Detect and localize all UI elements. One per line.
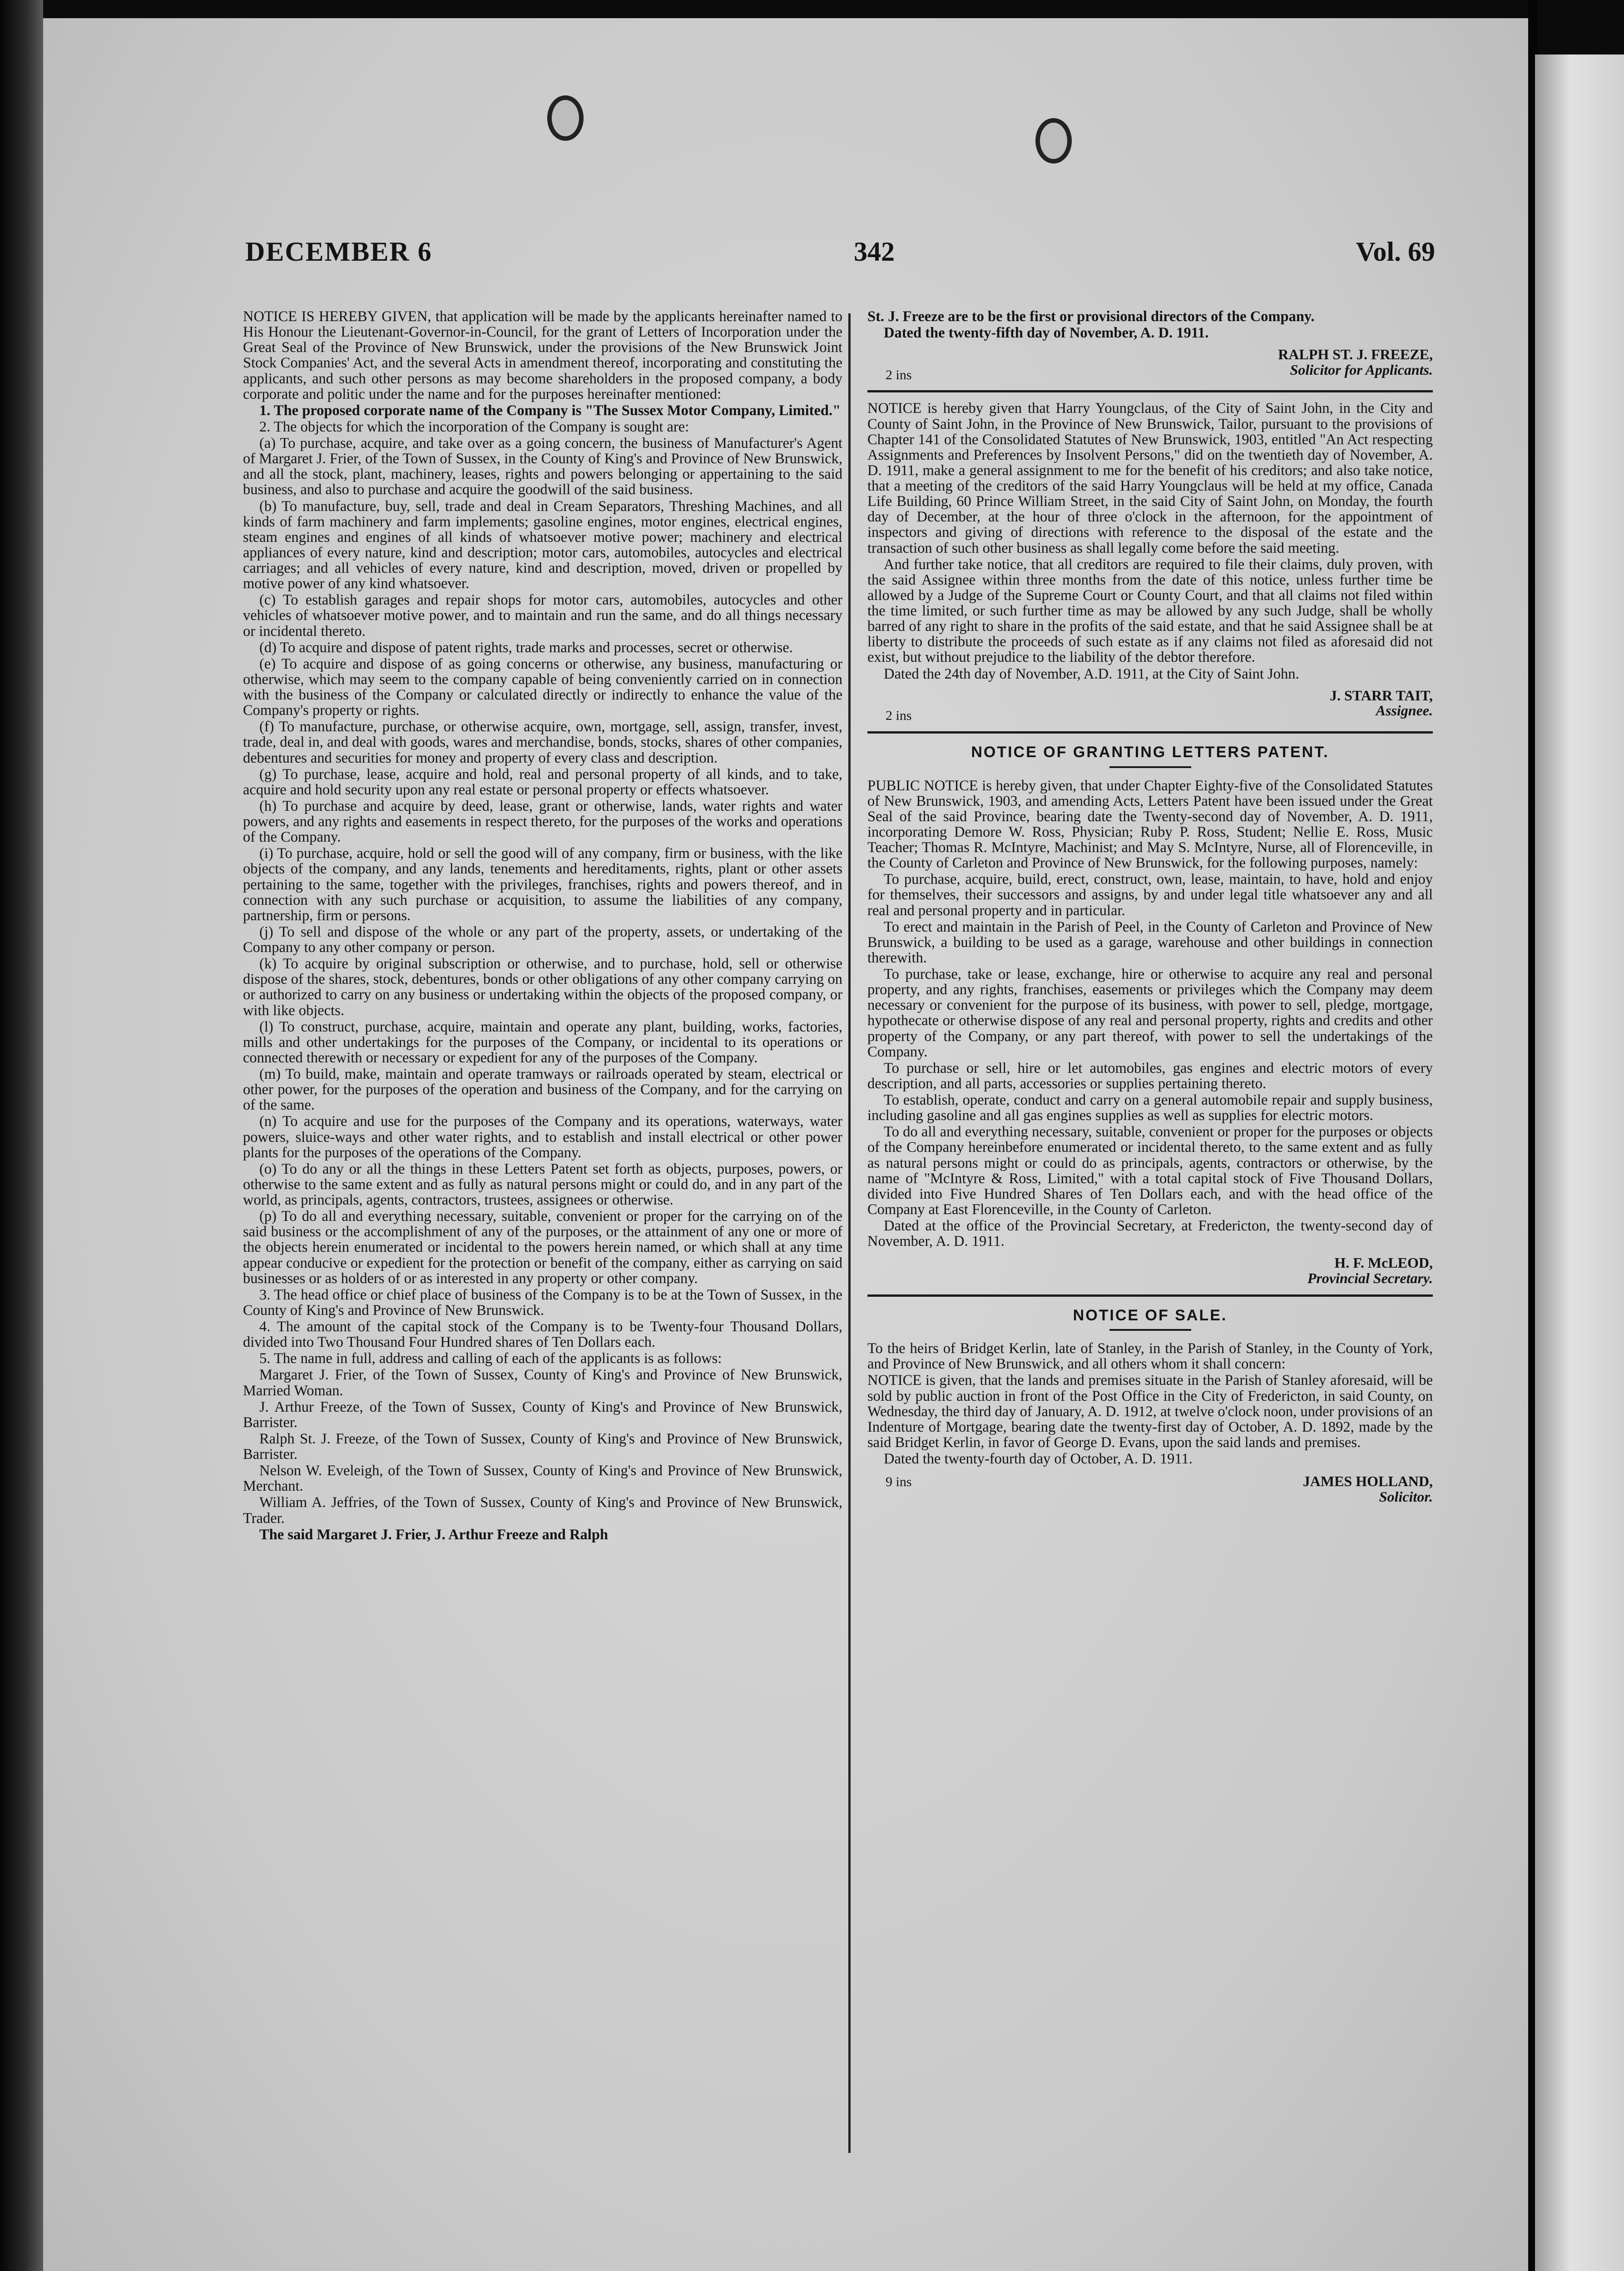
object-m: (m) To build, make, maintain and operate tramways or railroads operated by steam, electrical or other power, for the purposes of the operation and business of the Company, and for the carrying on of the same. <box>243 1066 842 1114</box>
right-column <box>867 309 1433 2262</box>
object-p: (p) To do all and everything necessary, suitable, convenient or proper for the carrying on of the said business or the accomplishment of any of the purposes, or the attainment of any one or more of the objects herein enumerated or incidental to the powers herein named, or which shall at any time appear conducive or expedient for the protection or benefit of the company, either as carrying on said businesses or as holders of or as interested in any property or other company. <box>243 1208 842 1287</box>
dated-line-1: Dated the twenty-fifth day of November, A. D. 1911. <box>884 325 1209 342</box>
signature-mcleod: H. F. McLEOD, <box>1334 1255 1433 1271</box>
directors-sentence-end: St. J. Freeze are to be the first or provisional directors of the Company. <box>867 309 1315 325</box>
letters-patent-purpose-1: To purchase, acquire, build, erect, construct, own, lease, maintain, to have, hold and enjoy for themselves, their successors and assigns, by and under legal title whatsoever any and all real and personal property and in particular. <box>867 871 1433 919</box>
dated-line-3: Dated at the office of the Provincial Secretary, at Fredericton, the twenty-second day of November, A. D. 1911. <box>867 1218 1433 1250</box>
clause-4: 4. The amount of the capital stock of the Company is to be Twenty-four Thousand Dollars, divided into Two Thousand Four Hundred shares of Ten Dollars each. <box>243 1319 842 1351</box>
punch-hole <box>1035 118 1072 164</box>
insertion-count-4: 9 ins <box>886 1474 912 1490</box>
clause-2: 2. The objects for which the incorporation of the Company is sought are: <box>259 418 689 435</box>
clause-3: 3. The head office or chief place of business of the Company is to be at the Town of Sussex, in the County of King's and Province of New Brunswick. <box>243 1286 842 1319</box>
header-date: DECEMBER 6 <box>245 237 432 267</box>
dated-line-4: Dated the twenty-fourth day of October, A. D. 1911. <box>884 1451 1193 1468</box>
letters-patent-purpose-5: To establish, operate, conduct and carry on a general automobile repair and supply business, including gasoline and all gas engines supplies as well as supplies for electric motors. <box>867 1092 1433 1124</box>
object-e: (e) To acquire and dispose of as going concerns or otherwise, any business, manufacturing or otherwise, which may seem to the company capable of being conveniently carried on in connection with the business of the Company or calculated directly or indirectly to enhance the value of the Company's property or rights. <box>243 655 842 719</box>
signature-freeze-title: Solicitor for Applicants. <box>1290 361 1433 378</box>
object-j: (j) To sell and dispose of the whole or any part of the property, assets, or undertaking of the Company to any other company or person. <box>243 923 842 956</box>
signature-mcleod-title: Provincial Secretary. <box>1307 1269 1433 1286</box>
object-c: (c) To establish garages and repair shops for motor cars, automobiles, autocycles and other vehicles of whatsoever motive power, and to maintain and run the same, and do all things necessary or incidental thereto. <box>243 592 842 640</box>
sale-notice: NOTICE is given, that the lands and premises situate in the Parish of Stanley aforesaid, will be sold by public auction in front of the Post Office in the City of Fredericton, in said County, on Wednesday, the third day of January, A. D. 1912, at twelve o'clock noon, under provisions of an Indenture of Mortgage, bearing date the twenty-first day of October, A. D. 1892, made by the said Bridget Kerlin, in favor of George D. Evans, upon the said lands and premises. <box>867 1372 1433 1451</box>
dated-line-2: Dated the 24th day of November, A.D. 1911, at the City of Saint John. <box>884 665 1299 682</box>
applicant-1: Margaret J. Frier, of the Town of Sussex, County of King's and Province of New Brunswick, Married Woman. <box>243 1367 842 1399</box>
letters-patent-purpose-6: To do all and everything necessary, suitable, convenient or proper for the purposes or objects of the Company hereinbefore enumerated or incidental thereto, to the same extent and as fully as natural persons might or could do as principals, agents, contractors or otherwise, by the name of "McIntyre & Ross, Limited," with a total capital stock of Five Thousand Dollars, divided into Five Hundred Shares of Ten Dollars each, and with the head office of the Company at East Florenceville, in the County of Carleton. <box>867 1124 1433 1218</box>
signature-tait: J. STARR TAIT, <box>1329 687 1433 704</box>
applicant-4: Nelson W. Eveleigh, of the Town of Sussex, County of King's and Province of New Brunswick, Merchant. <box>243 1463 842 1495</box>
facing-page-edge <box>1535 55 1624 2271</box>
signature-holland-title: Solicitor. <box>1379 1488 1433 1505</box>
scan-left-edge <box>0 0 43 2271</box>
applicant-3: Ralph St. J. Freeze, of the Town of Sussex, County of King's and Province of New Brunswick, Barrister. <box>243 1430 842 1463</box>
object-b: (b) To manufacture, buy, sell, trade and deal in Cream Separators, Threshing Machines, and all kinds of farm machinery and farm implements; gasoline engines, motor engines, electrical engines, steam engines and engines of all kinds of whatsoever motive power; machinery and electrical appliances of every nature, kind and description; motor cars, automobiles, autocycles and electrical carriages; and all vehicles of every nature, kind and description, moved, driven or propelled by motive power of any kind whatsoever. <box>243 498 842 592</box>
section-rule <box>867 1294 1433 1297</box>
volume-number: Vol. 69 <box>1356 237 1435 267</box>
insertion-count-1: 2 ins <box>886 367 912 382</box>
notice-of-sale-heading: NOTICE OF SALE. <box>1073 1306 1228 1324</box>
object-l: (l) To construct, purchase, acquire, maintain and operate any plant, building, works, factories, mills and other undertakings for the purposes of the Company, or incidental to its operations or connected therewith or necessary or expedient for any of the purposes of the Company. <box>243 1018 842 1066</box>
object-f: (f) To manufacture, purchase, or otherwise acquire, own, mortgage, sell, assign, transfer, invest, trade, deal in, and deal with goods, wares and merchandise, bonds, stocks, shares of other companies, debentures and securities for money and property of every class and description. <box>243 719 842 766</box>
clause-5: 5. The name in full, address and calling of each of the applicants is as follows: <box>259 1350 722 1367</box>
assignment-notice-creditors: And further take notice, that all creditors are required to file their claims, duly proven, with the said Assignee within three months from the date of this notice, unless further time be allowed by a Judge of the Supreme Court or County Court, and that all claims not filed within the time limited, or such further time as may be allowed by any such Judge, shall be wholly barred of any right to share in the profits of the said estate, and that he said Assignee shall be at liberty to distribute the proceeds of such estate as if any claims not filed as aforesaid did not exist, but without prejudice to the liability of the debtor therefore. <box>867 556 1433 666</box>
punch-hole <box>547 95 584 141</box>
directors-sentence-start: The said Margaret J. Frier, J. Arthur Freeze and Ralph <box>259 1526 608 1543</box>
letters-patent-purpose-4: To purchase or sell, hire or let automobiles, gas engines and electric motors of every description, and all parts, accessories or supplies pertaining thereto. <box>867 1060 1433 1092</box>
object-k: (k) To acquire by original subscription or otherwise, and to purchase, hold, sell or otherwise dispose of the shares, stock, debentures, bonds or other obligations of any other company carrying on or authorized to carry on any business or undertaking within the objects of the proposed company, or with like objects. <box>243 956 842 1019</box>
assignment-notice: NOTICE is hereby given that Harry Youngclaus, of the City of Saint John, in the City and County of Saint John, in the Province of New Brunswick, Tailor, pursuant to the provisions of Chapter 141 of the Consolidated Statutes of New Brunswick, 1903, entitled "An Act respecting Assignments and Preferences by Insolvent Persons," did on the twentieth day of November, A. D. 1911, make a general assignment to me for the benefit of his creditors; and also take notice, that a meeting of the creditors of the said Harry Youngclaus will be held at my office, Canada Life Building, 60 Prince William Street, in the said City of Saint John, on Monday, the fourth day of December, at the hour of three o'clock in the afternoon, for the appointment of inspectors and giving of directions with reference to the disposal of the estate and the transaction of such other business as shall legally come before the said meeting. <box>867 400 1433 556</box>
heading-rule <box>1109 766 1191 768</box>
object-a: (a) To purchase, acquire, and take over as a going concern, the business of Manufacturer's Agent of Margaret J. Frier, of the Town of Sussex, in the County of King's and Province of New Brunswick, and all the stock, plant, machinery, leases, rights and powers belonging or appertaining to the said business, and also to purchase and acquire the goodwill of the said business. <box>243 435 842 498</box>
letters-patent-heading: NOTICE OF GRANTING LETTERS PATENT. <box>971 743 1329 761</box>
object-o: (o) To do any or all the things in these Letters Patent set forth as objects, purposes, powers, or otherwise to the same extent and as fully as natural persons might or could do, and in any part of the world, as principals, agents, contractors, trustees, assignees or otherwise. <box>243 1160 842 1208</box>
signature-tait-title: Assignee. <box>1376 702 1433 719</box>
clause-1: 1. The proposed corporate name of the Company is "The Sussex Motor Company, Limited." <box>259 402 841 419</box>
object-i: (i) To purchase, acquire, hold or sell the good will of any company, firm or business, with the like objects of the company, and any lands, tenements and hereditaments, rights, plant or other assets pertaining to the same, together with the privileges, franchises, rights and powers thereof, and in connection with any such purchase or acquisition, to assume the liabilities of any company, partnership, firm or persons. <box>243 845 842 924</box>
signature-freeze: RALPH ST. J. FREEZE, <box>1278 346 1433 363</box>
object-n: (n) To acquire and use for the purposes of the Company and its operations, waterways, water powers, sluice-ways and other water rights, and to establish and install electrical or other power plants for the purposes of the operations of the Company. <box>243 1113 842 1161</box>
section-rule <box>867 731 1433 734</box>
left-column <box>243 309 842 2148</box>
object-h: (h) To purchase and acquire by deed, lease, grant or otherwise, lands, water rights and water powers, and any rights and easements in respect thereto, for the purposes of the works and operations of the Company. <box>243 798 842 846</box>
letters-patent-purpose-2: To erect and maintain in the Parish of Peel, in the County of Carleton and Province of New Brunswick, a building to be used as a garage, warehouse and other buildings in connection therewith. <box>867 918 1433 966</box>
page-number: 342 <box>854 237 895 267</box>
insertion-count-2: 2 ins <box>886 708 912 724</box>
signature-holland: JAMES HOLLAND, <box>1302 1473 1433 1490</box>
object-g: (g) To purchase, lease, acquire and hold, real and personal property of all kinds, and to take, acquire and hold security upon any real estate or personal property or effects whatsoever. <box>243 766 842 798</box>
section-rule <box>867 390 1433 392</box>
incorporation-notice-intro: NOTICE IS HEREBY GIVEN, that application will be made by the applicants hereinafter named to His Honour the Lieutenant-Governor-in-Council, for the grant of Letters of Incorporation under the Great Seal of the Province of New Brunswick, under the provisions of the New Brunswick Joint Stock Companies' Act, and the several Acts in amendment thereof, incorporating and constituting the applicants, and such other persons as may become shareholders in the proposed company, a body corporate and politic under the name and for the purposes hereinafter mentioned: <box>243 309 842 402</box>
heading-rule <box>1109 1329 1191 1331</box>
object-d: (d) To acquire and dispose of patent rights, trade marks and processes, secret or otherwise. <box>259 639 793 656</box>
applicant-2: J. Arthur Freeze, of the Town of Sussex, County of King's and Province of New Brunswick, Barrister. <box>243 1398 842 1431</box>
column-divider <box>848 313 851 2153</box>
page-header <box>245 236 1435 291</box>
letters-patent-purpose-3: To purchase, take or lease, exchange, hire or otherwise to acquire any real and personal property, and any rights, franchises, easements or privileges which the Company may deem necessary or convenient for the purpose of its business, with power to sell, pledge, mortgage, hypothecate or otherwise dispose of any real and personal property, rights and credits and other property of the Company, or any part thereof, with power to sell the undertakings of the Company. <box>867 966 1433 1060</box>
letters-patent-notice: PUBLIC NOTICE is hereby given, that under Chapter Eighty-five of the Consolidated Statutes of New Brunswick, 1903, and amending Acts, Letters Patent have been issued under the Great Seal of the said Province, bearing date the Twenty-second day of November, A. D. 1911, incorporating Demore W. Ross, Physician; Ruby P. Ross, Student; Nellie E. Ross, Music Teacher; Thomas R. McIntyre, Machinist; and May S. McIntyre, Nurse, all of Florenceville, in the County of Carleton and Province of New Brunswick, for the following purposes, namely: <box>867 777 1433 872</box>
sale-addressees: To the heirs of Bridget Kerlin, late of Stanley, in the Parish of Stanley, in the County of York, and Province of New Brunswick, and all others whom it shall concern: <box>867 1340 1433 1373</box>
applicant-5: William A. Jeffries, of the Town of Sussex, County of King's and Province of New Brunswick, Trader. <box>243 1494 842 1527</box>
